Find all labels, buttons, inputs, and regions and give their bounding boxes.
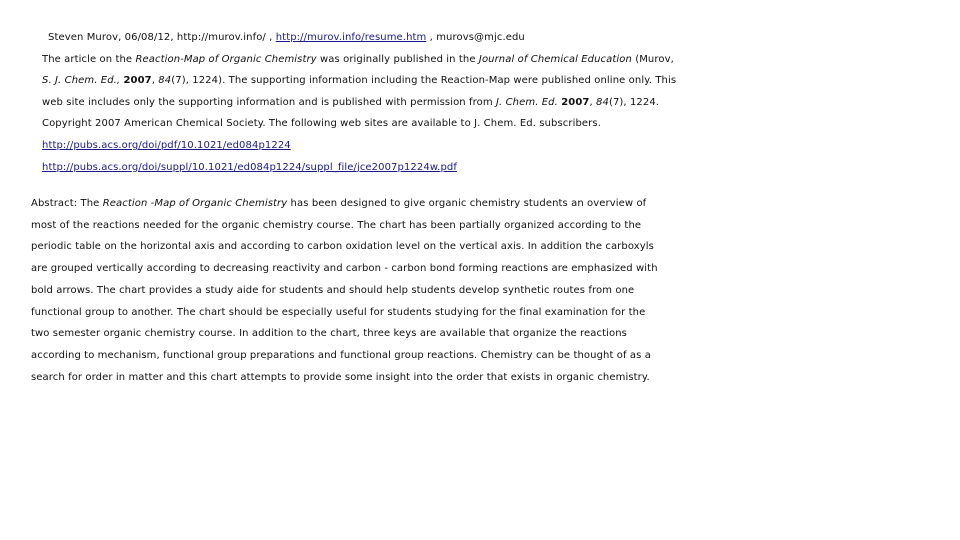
abstract-line-7: two semester organic chemistry course. In addition to the chart, three keys are available that organize the reactions [31,328,627,340]
article-line-3 [42,92,952,114]
header-block [42,27,952,178]
text: was originally published in the [316,53,479,65]
text: , [589,96,596,108]
article-line-4: Copyright 2007 American Chemical Society. The following web sites are available to J. Chem. Ed. subscribers. [42,118,601,130]
text: (7), 1224). The supporting information including the Reaction-Map were published online only. This [171,75,677,87]
citation-year: 2007 [123,75,152,87]
abstract-line-8: according to mechanism, functional group preparations and functional group reactions. Chemistry can be thought of as a [31,349,651,361]
text: has been designed to give organic chemistry students an overview of [287,198,647,209]
text: (Murov, [631,53,674,65]
article-line-1 [42,49,952,71]
text: (7), 1224. [608,96,660,108]
author-line-prefix: Steven Murov, 06/08/12, http://murov.info/ , [48,32,276,43]
link-line-2 [42,157,952,179]
journal-title: Journal of Chemical Education [478,53,632,65]
abstract-line-3: periodic table on the horizontal axis and according to carbon oxidation level on the vertical axis. In addition the carboxyls [31,241,654,253]
citation-journal: S. J. Chem. Ed., [42,75,121,87]
abstract-line-1 [31,193,931,215]
abstract-line-6: functional group to another. The chart should be especially useful for students studying for the final examination for the [31,306,646,318]
citation-volume: 84 [158,75,172,87]
citation-year: 2007 [561,96,590,108]
map-title: Reaction -Map of Organic Chemistry [102,198,288,209]
citation-journal: J. Chem. Ed. [495,96,558,108]
abstract-line-5: bold arrows. The chart provides a study aide for students and should help students develop synthetic routes from one [31,284,635,296]
abstract-line-9: search for order in matter and this chart attempts to provide some insight into the order that exists in organic chemistry. [31,371,650,383]
resume-link[interactable]: http://murov.info/resume.htm [275,32,427,43]
abstract-line-2: most of the reactions needed for the organic chemistry course. The chart has been partially organized according to the [31,219,642,231]
map-title: Reaction-Map of Organic Chemistry [135,53,317,65]
abstract-block [31,193,931,388]
author-line [42,27,952,49]
text: The article on the [42,53,136,65]
author-line-suffix: , murovs@mjc.edu [426,32,525,43]
pdf-link[interactable]: http://pubs.acs.org/doi/pdf/10.1021/ed084p1224 [42,139,291,151]
text: , [151,75,159,87]
citation-volume: 84 [596,96,609,108]
link-line-1 [42,135,952,157]
suppl-link[interactable]: http://pubs.acs.org/doi/suppl/10.1021/ed084p1224/suppl_file/jce2007p1224w.pdf [42,161,457,173]
text: web site includes only the supporting information and is published with permission from [42,96,496,108]
article-line-2 [42,70,952,92]
text: Abstract: The [31,198,103,209]
abstract-line-4: are grouped vertically according to decreasing reactivity and carbon - carbon bond forming reactions are emphasized with [31,263,658,275]
